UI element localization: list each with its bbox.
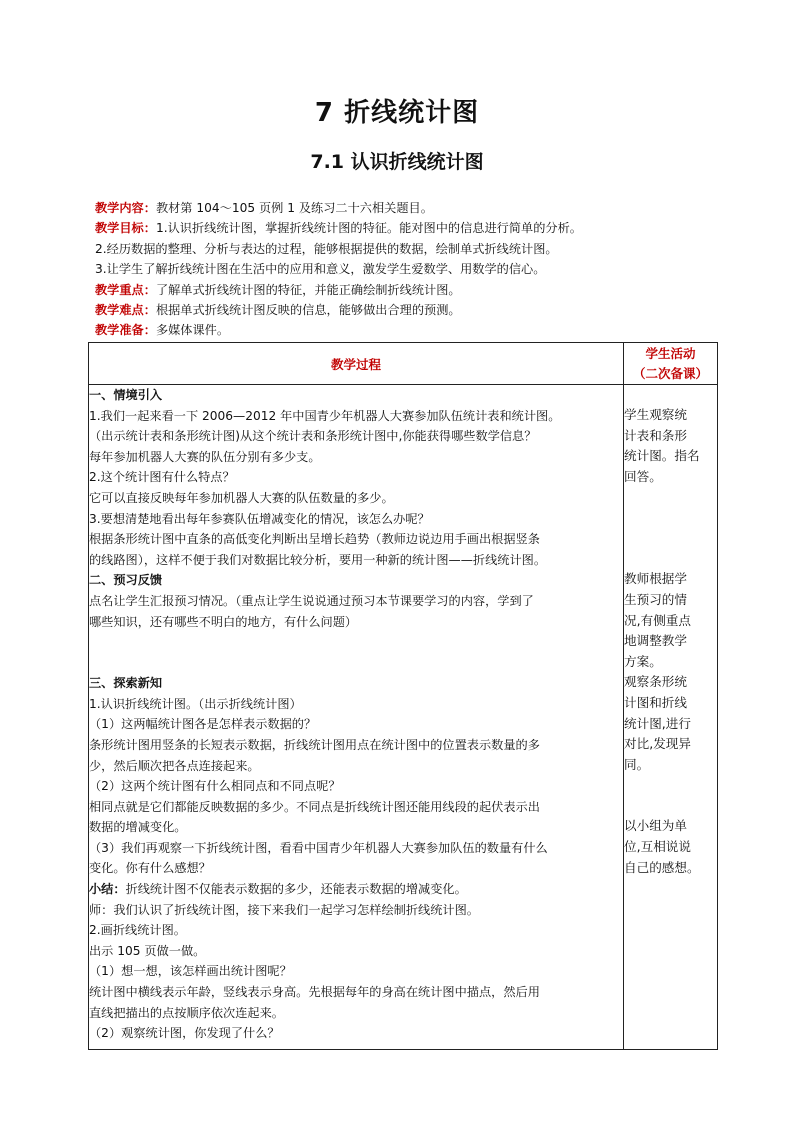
header-activity: [624, 343, 718, 385]
activity-line: 生预习的情: [624, 591, 687, 607]
table-header-row: [89, 343, 718, 385]
activity-line: 计图和折线: [624, 694, 687, 710]
info-text: 教材第 104～105 页例 1 及练习二十六相关题目。: [155, 201, 433, 215]
spacer: [624, 775, 717, 816]
text-line: （2）观察统计图，你发现了什么？: [89, 1026, 280, 1041]
activity-line: 计表和条形: [624, 427, 687, 443]
activity-line: 位,互相说说: [624, 838, 691, 854]
activity-line: 地调整教学: [624, 633, 687, 649]
text-line: 1.我们一起来看一下 2006—2012 年中国青少年机器人大赛参加队伍统计表和统计图。: [89, 408, 561, 423]
section-heading: 一、情境引入: [89, 388, 163, 402]
activity-line: 观察条形统: [624, 674, 687, 690]
info-content: [95, 198, 725, 218]
activity-line: 教师根据学: [624, 571, 687, 587]
summary-text: 折线统计图不仅能表示数据的多少，还能表示数据的增减变化。: [125, 882, 467, 897]
text-line: 哪些知识，还有哪些不明白的地方，有什么问题）: [89, 614, 358, 629]
text-line: 2.画折线统计图。: [89, 923, 186, 938]
info-text: 2.经历数据的整理、分析与表达的过程，能够根据提供的数据，绘制单式折线统计图。: [95, 241, 558, 256]
info-objective-3: [95, 259, 725, 279]
text-line: 师：我们认识了折线统计图，接下来我们一起学习怎样绘制折线统计图。: [89, 902, 479, 917]
summary-lead: 小结：: [89, 882, 126, 897]
info-label: 教学准备：: [95, 323, 156, 338]
activity-line: 方案。: [624, 653, 662, 669]
text-line: （1）这两幅统计图各是怎样表示数据的？: [89, 717, 317, 732]
text-line: 统计图中横线表示年龄，竖线表示身高。先根据每年的身高在统计图中描点，然后用: [89, 985, 540, 1000]
section-subtitle: 7.1 认识折线统计图: [310, 151, 484, 173]
text-line: 相同点就是它们都能反映数据的多少。不同点是折线统计图还能用线段的起伏表示出: [89, 799, 540, 814]
spacer: [624, 487, 717, 569]
info-text: 3.让学生了解折线统计图在生活中的应用和意义，激发学生爱数学、用数学的信心。: [95, 262, 546, 277]
text-line: （2）这两个统计图有什么相同点和不同点呢？: [89, 779, 341, 794]
info-label: 教学目标：: [95, 221, 156, 236]
activity-block-4: [624, 816, 717, 878]
header-process: [89, 343, 624, 385]
text-line: 变化。你有什么感想？: [89, 861, 211, 876]
activity-line: 回答。: [624, 468, 662, 484]
table-body-row: [89, 385, 718, 1050]
info-text: 1.认识折线统计图，掌握折线统计图的特征。能对图中的信息进行简单的分析。: [155, 221, 582, 236]
info-objective-2: [95, 239, 725, 259]
text-line: 直线把描出的点按顺序依次连起来。: [89, 1005, 284, 1020]
text-line: 数据的增减变化。: [89, 820, 187, 835]
info-label: 教学内容：: [95, 201, 156, 215]
activity-cell: [624, 385, 718, 1050]
activity-line: 统计图。指名: [624, 448, 700, 464]
info-text: 了解单式折线统计图的特征，并能正确绘制折线统计图。: [155, 282, 461, 297]
text-line: （出示统计表和条形统计图)从这个统计表和条形统计图中,你能获得哪些数学信息？: [89, 429, 537, 444]
text-line: （3）我们再观察一下折线统计图，看看中国青少年机器人大赛参加队伍的数量有什么: [89, 840, 548, 855]
text-line: 出示 105 页做一做。: [89, 943, 206, 958]
text-line: 每年参加机器人大赛的队伍分别有多少支。: [89, 449, 321, 464]
info-preparation: [95, 320, 725, 340]
text-line: 条形统计图用竖条的长短表示数据，折线统计图用点在统计图中的位置表示数量的多: [89, 737, 540, 752]
activity-line: 对比,发现异: [624, 736, 691, 752]
header-activity-line1: 学生活动: [645, 345, 696, 361]
info-text: 根据单式折线统计图反映的信息，能够做出合理的预测。: [155, 302, 461, 317]
spacer: [89, 632, 623, 673]
text-line: 点名让学生汇报预习情况。（重点让学生说说通过预习本节课要学习的内容，学到了: [89, 593, 534, 608]
text-line: （1）想一想，该怎样画出统计图呢？: [89, 964, 292, 979]
process-cell: [89, 385, 624, 1050]
text-line: 少，然后顺次把各点连接起来。: [89, 758, 260, 773]
info-difficulty: [95, 300, 725, 320]
activity-line: 以小组为单: [624, 818, 687, 834]
info-objective-1: [95, 218, 725, 238]
activity-line: 同。: [624, 756, 650, 772]
activity-block-2: [624, 569, 717, 672]
lesson-table: [88, 342, 718, 1050]
text-line: 3.要想清楚地看出每年参赛队伍增减变化的情况，该怎么办呢？: [89, 511, 430, 526]
activity-block-1: [624, 405, 717, 487]
header-process-label: 教学过程: [330, 357, 381, 372]
activity-line: 自己的感想。: [624, 859, 700, 875]
info-key-point: [95, 280, 725, 300]
text-line: 它可以直接反映每年参加机器人大赛的队伍数量的多少。: [89, 490, 394, 505]
summary-line: [89, 879, 623, 900]
info-label: 教学难点：: [95, 302, 156, 317]
info-label: 教学重点：: [95, 282, 156, 297]
activity-line: 统计图,进行: [624, 715, 691, 731]
info-text: 多媒体课件。: [155, 323, 230, 338]
spacer: [624, 385, 717, 405]
text-line: 2.这个统计图有什么特点？: [89, 470, 235, 485]
lesson-info: [95, 198, 725, 341]
text-line: 根据条形统计图中直条的高低变化判断出呈增长趋势（教师边说边用手画出根据竖条: [89, 532, 540, 547]
activity-block-3: [624, 672, 717, 775]
text-line: 的线路图），这样不便于我们对数据比较分析，要用一种新的统计图——折线统计图。: [89, 552, 547, 567]
text-line: 1.认识折线统计图。（出示折线统计图）: [89, 696, 302, 711]
page-title: 7 折线统计图: [314, 98, 480, 128]
header-activity-line2: （二次备课）: [632, 365, 708, 381]
activity-line: 况,有侧重点: [624, 612, 691, 628]
activity-line: 学生观察统: [624, 407, 687, 422]
section-heading: 二、预习反馈: [89, 573, 163, 588]
section-heading: 三、探索新知: [89, 676, 163, 691]
